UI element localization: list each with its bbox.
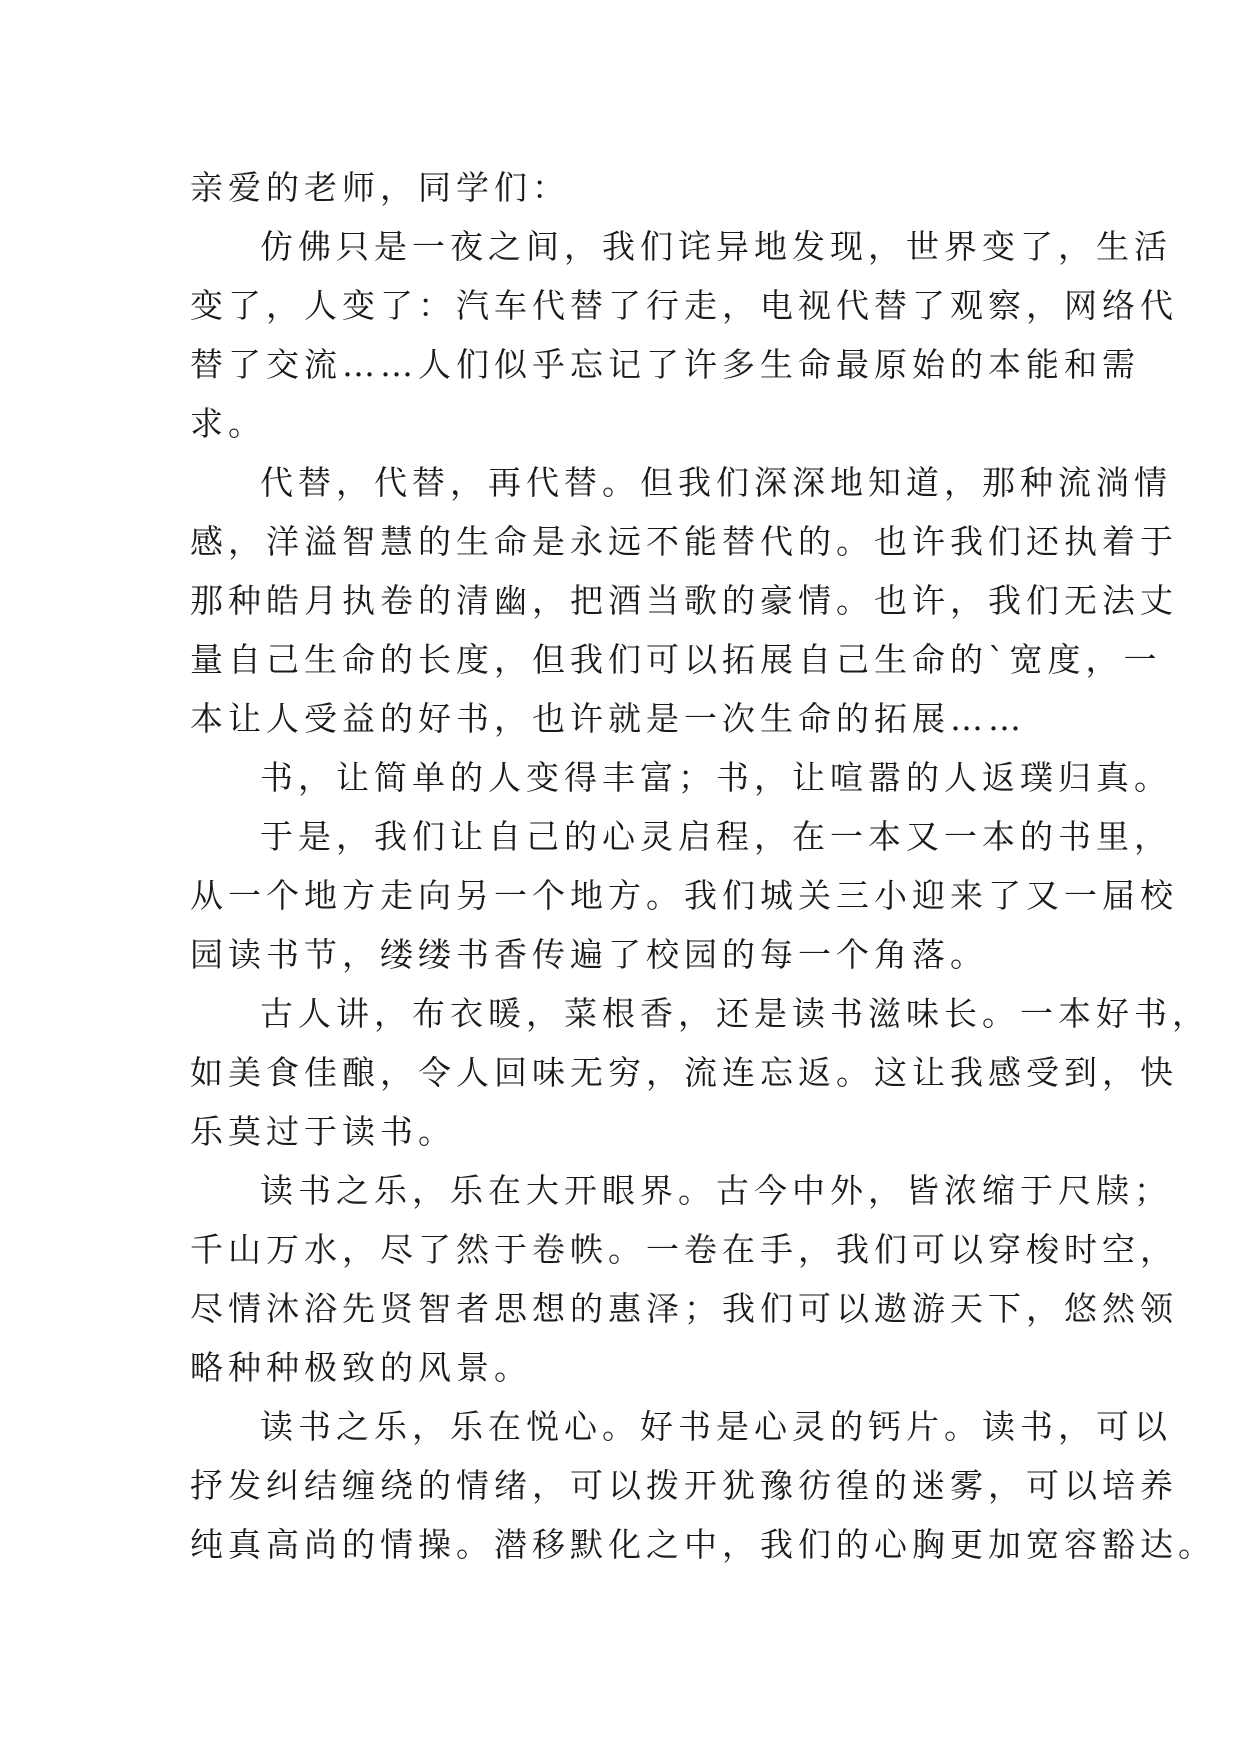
paragraph-line: 乐莫过于读书。 (190, 1112, 456, 1151)
paragraph-line: 仿佛只是一夜之间，我们诧异地发现，世界变了，生活 (260, 227, 1172, 266)
paragraph-line: 从一个地方走向另一个地方。我们城关三小迎来了又一届校 (190, 876, 1178, 915)
paragraph-line: 变了，人变了：汽车代替了行走，电视代替了观察，网络代 (190, 286, 1178, 325)
paragraph-line: 感，洋溢智慧的生命是永远不能替代的。也许我们还执着于 (190, 522, 1178, 561)
paragraph-line: 本让人受益的好书，也许就是一次生命的拓展…… (190, 699, 1026, 738)
paragraph-line: 略种种极致的风景。 (190, 1348, 532, 1387)
paragraph-3 (190, 748, 1172, 807)
paragraph-line: 千山万水，尽了然于卷帙。一卷在手，我们可以穿梭时空， (190, 1230, 1178, 1269)
paragraph-line: 纯真高尚的情操。潜移默化之中，我们的心胸更加宽容豁达。 (190, 1525, 1216, 1564)
document-body (190, 158, 1216, 1574)
paragraph-line: 古人讲，布衣暖，菜根香，还是读书滋味长。一本好书， (260, 994, 1210, 1033)
paragraph-line: 园读书节，缕缕书香传遍了校园的每一个角落。 (190, 935, 988, 974)
paragraph-line: 读书之乐，乐在大开眼界。古今中外，皆浓缩于尺牍； (260, 1171, 1172, 1210)
paragraph-5 (190, 984, 1210, 1161)
paragraph-line: 求。 (190, 404, 266, 443)
paragraph-line: 读书之乐，乐在悦心。好书是心灵的钙片。读书，可以 (260, 1407, 1172, 1446)
paragraph-1 (190, 217, 1178, 453)
paragraph-line: 那种皓月执卷的清幽，把酒当歌的豪情。也许，我们无法丈 (190, 581, 1178, 620)
paragraph-line: 如美食佳酿，令人回味无穷，流连忘返。这让我感受到，快 (190, 1053, 1178, 1092)
paragraph-7 (190, 1397, 1216, 1574)
paragraph-line: 于是，我们让自己的心灵启程，在一本又一本的书里， (260, 817, 1172, 856)
paragraph-line: 抒发纠结缠绕的情绪，可以拨开犹豫彷徨的迷雾，可以培养 (190, 1466, 1178, 1505)
paragraph-6 (190, 1161, 1178, 1397)
paragraph-4 (190, 807, 1178, 984)
paragraph-2 (190, 453, 1178, 748)
salutation: 亲爱的老师，同学们： (190, 168, 570, 207)
paragraph-line: 书，让简单的人变得丰富；书，让喧嚣的人返璞归真。 (260, 758, 1172, 797)
paragraph-line: 代替，代替，再代替。但我们深深地知道，那种流淌情 (260, 463, 1172, 502)
paragraph-line: 量自己生命的长度，但我们可以拓展自己生命的`宽度，一 (190, 640, 1162, 679)
paragraph-line: 替了交流……人们似乎忘记了许多生命最原始的本能和需 (190, 345, 1140, 384)
paragraph-line: 尽情沐浴先贤智者思想的惠泽；我们可以遨游天下，悠然领 (190, 1289, 1178, 1328)
